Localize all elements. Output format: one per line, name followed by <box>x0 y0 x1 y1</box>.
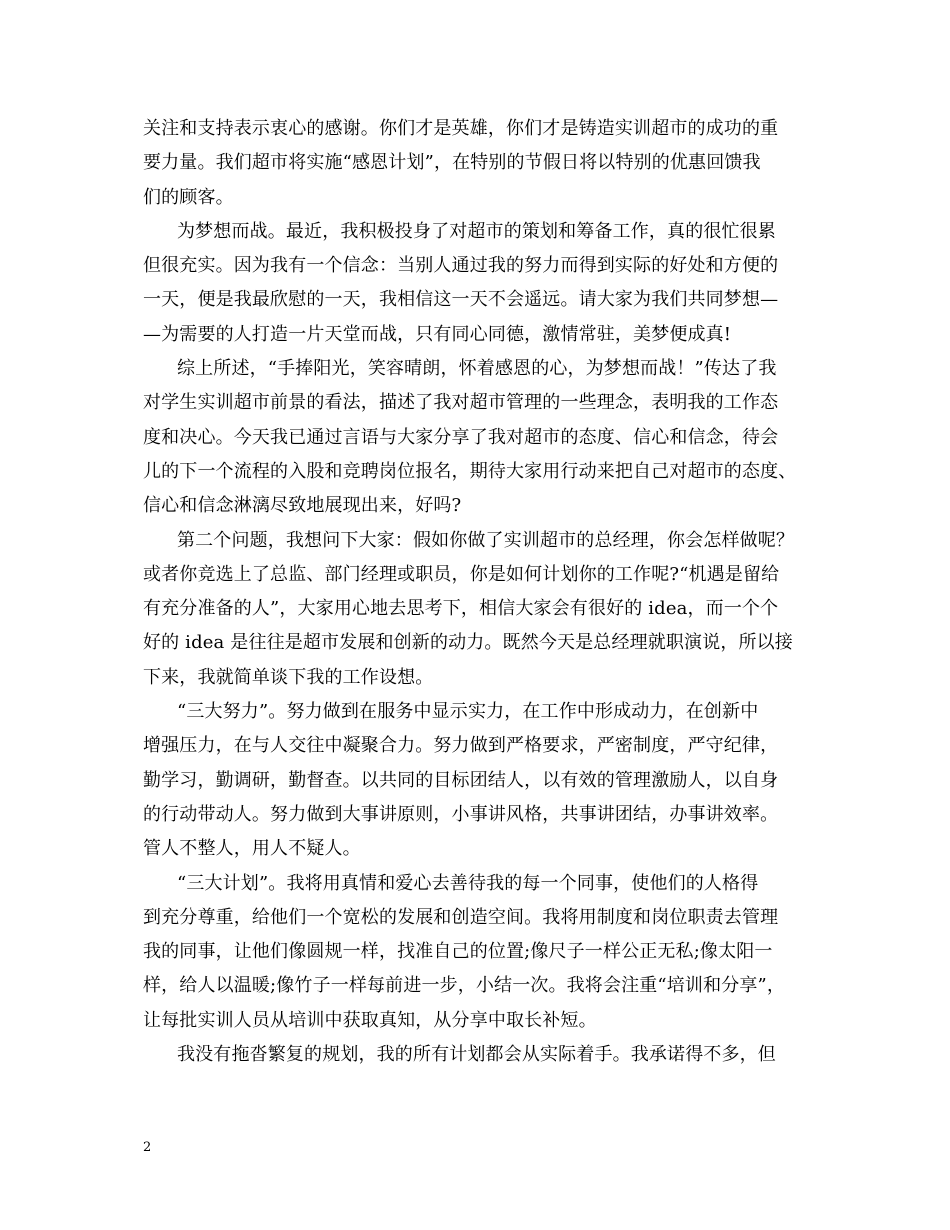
paragraph <box>143 1038 811 1072</box>
text-line: 第二个问题，我想问下大家：假如你做了实训超市的总经理，你会怎样做呢？ <box>177 529 795 551</box>
text-line: 综上所述，“手捧阳光，笑容晴朗，怀着感恩的心，为梦想而战！”传达了我 <box>177 358 777 380</box>
text-line: 我的同事，让他们像圆规一样，找准自己的位置;像尺子一样公正无私;像太阳一 <box>143 941 773 963</box>
text-line: 管人不整人，用人不疑人。 <box>143 838 361 860</box>
text-line: 的行动带动人。努力做到大事讲原则，小事讲风格，共事讲团结，办事讲效率。 <box>143 803 779 825</box>
text-line: 信心和信念淋漓尽致地展现出来，好吗? <box>143 495 462 517</box>
text-line: 好的 idea 是往往是超市发展和创新的动力。既然今天是总经理就职演说，所以接 <box>143 632 793 654</box>
paragraph <box>143 112 811 215</box>
document-body <box>143 112 811 1072</box>
text-line: —为需要的人打造一片天堂而战，只有同心同德，激情常驻，美梦便成真! <box>143 323 732 345</box>
paragraph <box>143 867 811 1038</box>
text-line: 对学生实训超市前景的看法，描述了我对超市管理的一些理念，表明我的工作态 <box>143 392 779 414</box>
text-line: 儿的下一个流程的入股和竞聘岗位报名，期待大家用行动来把自己对超市的态度、 <box>143 460 797 482</box>
text-line: 下来，我就简单谈下我的工作设想。 <box>143 666 434 688</box>
text-line: 一天，便是我最欣慰的一天，我相信这一天不会遥远。请大家为我们共同梦想— <box>143 289 779 311</box>
text-line: 要力量。我们超市将实施“感恩计划”，在特别的节假日将以特别的优惠回馈我 <box>143 152 761 174</box>
paragraph <box>143 352 811 523</box>
text-line: 增强压力，在与人交往中凝聚合力。努力做到严格要求，严密制度，严守纪律， <box>143 735 779 757</box>
paragraph <box>143 215 811 352</box>
text-line: 但很充实。因为我有一个信念：当别人通过我的努力而得到实际的好处和方便的 <box>143 255 779 277</box>
text-line: 或者你竞选上了总监、部门经理或职员，你是如何计划你的工作呢?“机遇是留给 <box>143 563 780 585</box>
text-line: 样，给人以温暖;像竹子一样每前进一步，小结一次。我将会注重“培训和分享”， <box>143 975 786 997</box>
paragraph <box>143 524 811 695</box>
text-line: 为梦想而战。最近，我积极投身了对超市的策划和筹备工作，真的很忙很累 <box>177 220 776 242</box>
text-line: “三大努力”。努力做到在服务中显示实力，在工作中形成动力，在创新中 <box>177 701 759 723</box>
text-line: 关注和支持表示衷心的感谢。你们才是英雄，你们才是铸造实训超市的成功的重 <box>143 118 779 139</box>
text-line: 有充分准备的人”，大家用心地去思考下，相信大家会有很好的 idea，而一个个 <box>143 598 779 620</box>
text-line: 们的顾客。 <box>143 186 234 208</box>
text-line: 我没有拖沓繁复的规划，我的所有计划都会从实际着手。我承诺得不多，但 <box>177 1044 776 1066</box>
text-line: 让每批实训人员从培训中获取真知，从分享中取长补短。 <box>143 1009 597 1031</box>
paragraph <box>143 695 811 866</box>
text-line: “三大计划”。我将用真情和爱心去善待我的每一个同事，使他们的人格得 <box>177 872 759 894</box>
text-line: 度和决心。今天我已通过言语与大家分享了我对超市的态度、信心和信念，待会 <box>143 426 779 448</box>
text-line: 到充分尊重，给他们一个宽松的发展和创造空间。我将用制度和岗位职责去管理 <box>143 906 779 928</box>
page-number: 2 <box>143 1140 152 1155</box>
text-line: 勤学习，勤调研，勤督查。以共同的目标团结人，以有效的管理激励人，以自身 <box>143 769 779 791</box>
